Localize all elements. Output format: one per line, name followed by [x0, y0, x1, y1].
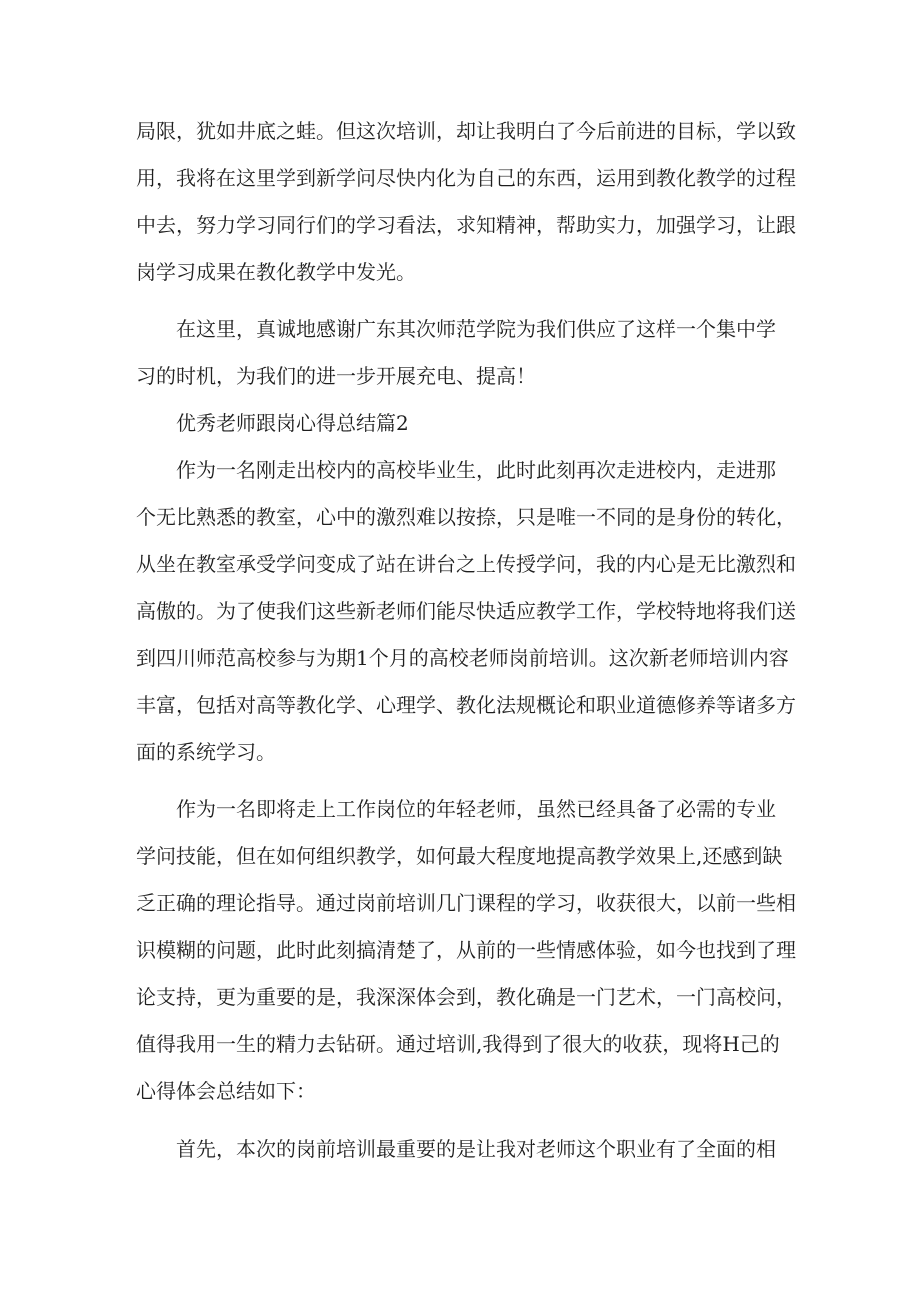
- text-line: 心得体会总结如下：: [136, 1079, 316, 1103]
- text-line: 到四川师范高校参与为期1个月的高校老师岗前培训。这次新老师培训内容: [136, 646, 789, 670]
- text-line: 局限，犹如井底之蛙。但这次培训，却让我明白了今后前进的目标，学以致: [136, 119, 796, 143]
- text-line: 从坐在教室承受学问变成了站在讲台之上传授学问，我的内心是无比激烈和: [136, 552, 796, 576]
- text-line: 首先，本次的岗前培训最重要的是让我对老师这个职业有了全面的相: [176, 1137, 776, 1161]
- text-line: 论支持，更为重要的是，我深深体会到，教化确是一门艺术，一门高校问，: [136, 985, 796, 1009]
- text-line: 岗学习成果在教化教学中发光。: [136, 260, 416, 284]
- text-line: 作为一名即将走上工作岗位的年轻老师，虽然已经具备了必需的专业: [176, 797, 776, 821]
- text-line: 在这里，真诚地感谢广东其次师范学院为我们供应了这样一个集中学: [176, 317, 776, 341]
- text-line: 面的系统学习。: [136, 740, 276, 764]
- text-line: 识模糊的问题，此时此刻搞清楚了，从前的一些情感体验，如今也找到了理: [136, 938, 796, 962]
- text-line: 值得我用一生的精力去钻研。通过培训,我得到了很大的收获，现将H己的: [136, 1032, 780, 1056]
- text-line: 学问技能，但在如何组织教学，如何最大程度地提高教学效果上,还感到缺: [136, 844, 783, 868]
- text-line: 乏正确的理论指导。通过岗前培训几门课程的学习，收获很大，以前一些相: [136, 891, 796, 915]
- text-line: 中去，努力学习同行们的学习看法，求知精神，帮助实力，加强学习，让跟: [136, 213, 796, 237]
- text-line: 习的时机，为我们的进一步开展充电、提高！: [136, 364, 536, 388]
- text-line: 用，我将在这里学到新学问尽快内化为自己的东西，运用到教化教学的过程: [136, 166, 796, 190]
- section-heading: 优秀老师跟岗心得总结篇2: [176, 411, 409, 435]
- text-line: 高傲的。为了使我们这些新老师们能尽快适应教学工作，学校特地将我们送: [136, 599, 796, 623]
- text-line: 丰富，包括对高等教化学、心理学、教化法规概论和职业道德修养等诸多方: [136, 693, 796, 717]
- text-line: 个无比熟悉的教室，心中的激烈难以按捺，只是唯一不同的是身份的转化，: [136, 505, 796, 529]
- text-line: 作为一名刚走出校内的高校毕业生，此时此刻再次走进校内，走进那: [176, 458, 776, 482]
